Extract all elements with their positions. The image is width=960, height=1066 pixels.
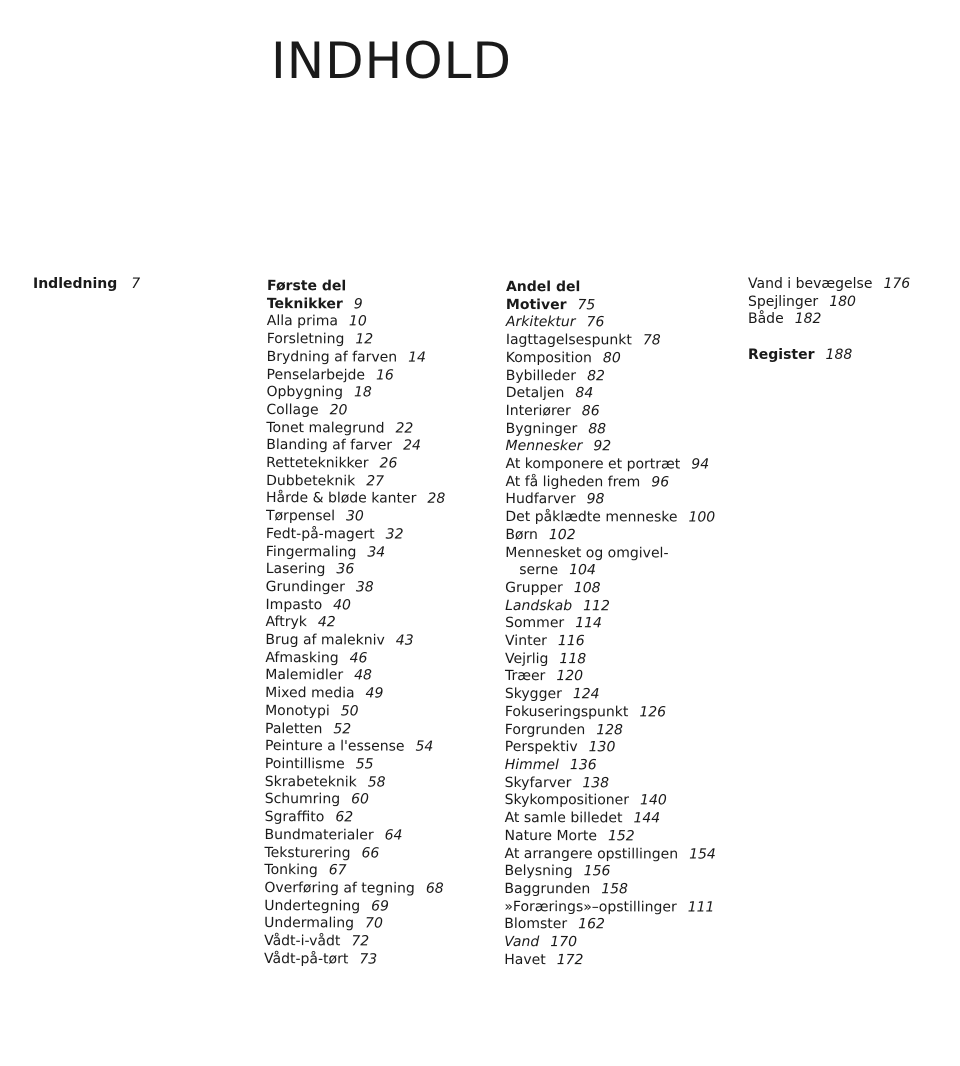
toc-entry xyxy=(266,473,506,492)
toc-entry-title: Mennesker xyxy=(505,438,583,455)
toc-page-number: 32 xyxy=(385,526,404,543)
toc-entry xyxy=(265,756,505,775)
toc-entry xyxy=(266,455,506,474)
toc-entry xyxy=(505,509,745,527)
toc-entry-title: Paletten xyxy=(264,720,323,737)
toc-column-introduction xyxy=(33,276,140,294)
toc-page-number: 80 xyxy=(602,350,621,367)
toc-page-number: 140 xyxy=(640,792,667,809)
toc-page-number: 188 xyxy=(825,346,853,363)
toc-page-number: 130 xyxy=(588,739,616,756)
toc-column-continued xyxy=(748,276,948,365)
toc-page-number: 68 xyxy=(425,880,444,897)
toc-entry-title: Motiver xyxy=(505,296,567,313)
toc-page-number: 54 xyxy=(415,738,434,756)
toc-entry xyxy=(506,279,746,297)
toc-page-number: 76 xyxy=(586,314,605,331)
toc-entry xyxy=(264,933,504,952)
toc-entry xyxy=(504,916,744,934)
toc-entry xyxy=(265,721,505,740)
toc-page-number: 126 xyxy=(639,704,667,721)
toc-entry-title: Sommer xyxy=(505,615,565,632)
toc-page-number: 18 xyxy=(353,384,372,401)
toc-page-number: 20 xyxy=(329,402,348,419)
toc-entry xyxy=(265,667,505,686)
toc-page-number: 40 xyxy=(333,596,352,614)
toc-entry xyxy=(505,792,745,810)
toc-page-number: 120 xyxy=(556,668,584,685)
toc-entry xyxy=(506,314,746,332)
toc-entry-title: Skyfarver xyxy=(504,774,572,791)
toc-page-number: 116 xyxy=(557,633,585,650)
toc-entry xyxy=(505,775,745,793)
toc-entry-title: Aftryk xyxy=(265,614,307,631)
toc-entry-title: Afmasking xyxy=(265,649,339,667)
toc-entry-title: Baggrunden xyxy=(504,880,591,898)
toc-entry xyxy=(267,313,507,332)
toc-entry xyxy=(504,863,744,881)
toc-entry-title: Retteteknikker xyxy=(266,455,369,472)
toc-entry xyxy=(505,474,745,492)
toc-entry xyxy=(267,278,507,297)
toc-entry xyxy=(266,544,506,563)
toc-entry xyxy=(267,331,507,350)
toc-page-number: 84 xyxy=(575,385,594,402)
toc-page-number: 128 xyxy=(596,721,623,738)
toc-page-number: 104 xyxy=(569,562,596,579)
toc-page-number: 7 xyxy=(131,276,141,292)
toc-entry xyxy=(505,828,745,846)
toc-entry-title: Vejrlig xyxy=(504,650,549,667)
toc-entry xyxy=(506,297,746,315)
toc-entry-title: Skykompositioner xyxy=(504,792,630,809)
toc-page-number: 43 xyxy=(395,632,414,649)
toc-entry xyxy=(265,809,505,828)
toc-page-number: 34 xyxy=(367,543,386,561)
toc-entry-title: Overføring af tegning xyxy=(264,879,415,897)
toc-entry-title: Fingermaling xyxy=(265,543,357,560)
toc-entry-title: Brydning af farven xyxy=(266,348,398,366)
toc-entry-title: Hudfarver xyxy=(505,491,576,508)
toc-page-number: 176 xyxy=(883,276,911,292)
toc-entry xyxy=(505,580,745,598)
toc-page-number: 49 xyxy=(365,685,384,702)
toc-entry-title: Komposition xyxy=(505,349,592,367)
toc-entry xyxy=(266,384,506,403)
toc-entry-title: Opbygning xyxy=(266,384,344,401)
toc-page-number: 72 xyxy=(351,933,370,950)
toc-page-number: 28 xyxy=(427,491,446,508)
toc-entry xyxy=(505,633,745,651)
toc-entry xyxy=(748,311,948,329)
toc-entry xyxy=(264,951,504,970)
toc-entry xyxy=(505,668,745,686)
toc-entry xyxy=(505,704,745,722)
toc-entry xyxy=(265,703,505,722)
toc-entry xyxy=(267,349,507,368)
toc-column-motifs xyxy=(504,279,746,970)
toc-page-number: 108 xyxy=(573,580,601,597)
toc-entry-title: Grupper xyxy=(505,579,563,597)
toc-page-number: 112 xyxy=(583,597,610,614)
toc-entry-title: Schumring xyxy=(264,791,341,808)
toc-entry-title: Belysning xyxy=(504,863,573,880)
toc-page-number: 58 xyxy=(367,774,386,791)
toc-entry-title: Det påklædte menneske xyxy=(505,509,678,526)
toc-entry xyxy=(264,898,504,917)
toc-entry-title: Vådt-på-tørt xyxy=(263,950,349,968)
toc-entry-title: Dubbeteknik xyxy=(266,472,356,490)
toc-entry-title: serne xyxy=(519,562,559,579)
toc-entry xyxy=(505,598,745,616)
toc-page-number: 36 xyxy=(336,561,355,578)
toc-entry xyxy=(265,774,505,793)
toc-page-number: 55 xyxy=(355,756,374,773)
toc-entry-title: Børn xyxy=(505,526,538,543)
toc-page-number: 62 xyxy=(335,809,354,826)
toc-entry xyxy=(506,403,746,421)
toc-page-number: 66 xyxy=(361,844,380,861)
page-title: INDHOLD xyxy=(271,32,512,90)
toc-entry xyxy=(265,685,505,704)
toc-page-number: 182 xyxy=(794,311,822,328)
toc-page-number: 38 xyxy=(355,579,374,596)
toc-page-number: 67 xyxy=(328,862,347,879)
toc-entry xyxy=(265,614,505,633)
toc-entry-title: Blanding af farver xyxy=(266,437,393,454)
toc-page-number: 75 xyxy=(577,296,596,313)
toc-entry xyxy=(505,615,745,633)
toc-entry xyxy=(264,880,504,899)
toc-page-number: 12 xyxy=(355,331,374,348)
toc-entry xyxy=(506,438,746,456)
toc-entry-title: Spejlinger xyxy=(748,293,819,310)
toc-entry-title: Impasto xyxy=(265,596,323,613)
toc-entry-title: Både xyxy=(748,311,784,328)
toc-entry xyxy=(266,561,506,580)
toc-page-number: 88 xyxy=(588,420,607,437)
toc-page-number: 50 xyxy=(340,703,359,720)
toc-entry-title: Penselarbejde xyxy=(266,366,366,383)
toc-entry xyxy=(266,420,506,439)
toc-entry-title: Tonet malegrund xyxy=(266,419,385,437)
toc-entry-title: At få ligheden frem xyxy=(505,473,641,491)
toc-entry-title: Forgrunden xyxy=(504,721,586,738)
toc-entry xyxy=(506,332,746,350)
toc-entry-title: Collage xyxy=(266,401,319,419)
toc-page-number: 152 xyxy=(607,828,635,845)
toc-entry xyxy=(265,738,505,757)
toc-entry xyxy=(266,402,506,421)
toc-page-number: 172 xyxy=(556,951,584,968)
toc-entry-title: Sgraffito xyxy=(264,809,325,826)
toc-page-number: 14 xyxy=(408,349,427,366)
toc-entry-title: Teknikker xyxy=(266,295,343,313)
toc-entry-title: Monotypi xyxy=(265,702,330,720)
toc-page-number: 170 xyxy=(550,934,578,951)
toc-entry xyxy=(267,367,507,386)
toc-entry xyxy=(504,881,744,899)
toc-entry xyxy=(266,597,506,616)
toc-entry-title: Hårde & bløde kanter xyxy=(266,490,417,508)
toc-entry-title: Pointillisme xyxy=(264,755,345,773)
toc-entry xyxy=(266,508,506,527)
toc-entry-title: At arrangere opstillingen xyxy=(504,845,679,862)
toc-page-number: 102 xyxy=(548,526,576,544)
toc-page-number: 24 xyxy=(403,437,421,455)
toc-entry-title: Malemidler xyxy=(265,667,344,684)
toc-page-number: 42 xyxy=(317,614,336,631)
toc-page-number: 78 xyxy=(642,332,661,349)
toc-entry xyxy=(505,491,745,509)
toc-entry-title: Vådt-i-vådt xyxy=(264,933,341,950)
toc-entry xyxy=(265,650,505,669)
toc-entry-title: Detaljen xyxy=(505,385,565,402)
toc-entry xyxy=(266,490,506,509)
toc-page-number: 118 xyxy=(559,650,587,667)
toc-entry-title: Træer xyxy=(504,668,546,685)
toc-page-number: 100 xyxy=(688,509,716,526)
toc-entry xyxy=(33,276,140,294)
toc-page-number: 124 xyxy=(572,686,600,703)
toc-entry-title: Fokuseringspunkt xyxy=(504,703,629,721)
toc-page-number: 94 xyxy=(691,456,710,473)
toc-page-number: 27 xyxy=(366,473,385,490)
toc-entry-title: Tørpensel xyxy=(265,508,336,525)
toc-page-number: 114 xyxy=(575,615,602,632)
toc-entry xyxy=(505,722,745,740)
toc-entry-title: Grundinger xyxy=(265,578,345,596)
toc-entry-title: Skrabeteknik xyxy=(264,773,357,791)
toc-entry xyxy=(265,632,505,651)
toc-entry xyxy=(267,296,507,315)
toc-entry-title: Arkitektur xyxy=(505,314,576,331)
toc-page-number: 111 xyxy=(687,899,715,916)
toc-page-number: 60 xyxy=(351,791,369,808)
toc-entry xyxy=(506,368,746,386)
toc-entry xyxy=(505,456,745,474)
toc-entry xyxy=(505,757,745,775)
toc-column-techniques xyxy=(264,278,507,969)
toc-entry xyxy=(748,294,948,312)
toc-entry-title: Landskab xyxy=(505,597,573,614)
toc-page-number: 46 xyxy=(349,650,368,667)
toc-entry-title: Indledning xyxy=(33,276,118,292)
toc-entry-title: Himmel xyxy=(504,756,559,774)
toc-page-number: 26 xyxy=(379,455,398,472)
toc-entry xyxy=(506,385,746,403)
toc-page-number: 82 xyxy=(587,367,605,384)
toc-entry xyxy=(748,347,948,365)
toc-entry xyxy=(266,437,506,456)
toc-page-number: 144 xyxy=(633,810,661,827)
toc-entry-title: Fedt-på-magert xyxy=(265,525,375,543)
toc-page-number: 138 xyxy=(582,774,610,791)
toc-entry xyxy=(505,545,745,563)
toc-page-number: 136 xyxy=(569,757,597,774)
toc-page-number: 69 xyxy=(371,898,390,915)
toc-entry xyxy=(504,952,744,970)
toc-entry xyxy=(506,350,746,368)
toc-entry-title: Blomster xyxy=(504,916,568,933)
toc-entry xyxy=(505,651,745,669)
toc-entry-title: Vinter xyxy=(505,633,547,650)
toc-entry-title: Skygger xyxy=(504,686,562,703)
toc-entry-title: Teksturering xyxy=(264,844,351,861)
toc-page-number: 64 xyxy=(384,827,403,844)
toc-entry xyxy=(748,276,948,294)
toc-entry xyxy=(264,862,504,881)
toc-page-number: 73 xyxy=(359,951,378,968)
toc-entry-title: Forsletning xyxy=(266,331,345,348)
toc-entry-title: Undertegning xyxy=(264,897,361,915)
toc-entry-title: Interiører xyxy=(505,402,571,420)
toc-entry-title: At samle billedet xyxy=(504,810,623,827)
toc-page-number: 156 xyxy=(583,863,611,880)
toc-entry-title: Alla prima xyxy=(266,313,338,330)
toc-entry xyxy=(505,527,745,545)
toc-entry xyxy=(504,899,744,917)
toc-entry xyxy=(505,810,745,828)
toc-entry xyxy=(506,421,746,439)
toc-entry-title: Vand xyxy=(504,934,540,951)
toc-entry-title: Andel del xyxy=(505,279,581,296)
toc-page-number: 92 xyxy=(593,438,612,455)
toc-entry-title: Register xyxy=(748,346,815,363)
toc-entry xyxy=(266,526,506,545)
toc-page-number: 154 xyxy=(689,845,716,863)
toc-entry xyxy=(505,562,745,580)
toc-entry xyxy=(505,686,745,704)
toc-page-number: 30 xyxy=(345,508,364,525)
toc-page-number: 10 xyxy=(348,313,367,330)
toc-page-number: 48 xyxy=(354,667,372,684)
toc-entry-title: Bundmaterialer xyxy=(264,826,374,844)
toc-page-number: 70 xyxy=(365,915,383,932)
toc-entry-title: Nature Morte xyxy=(504,827,598,845)
toc-entry-title: Bybilleder xyxy=(505,367,577,384)
toc-page-number: 98 xyxy=(586,491,605,508)
toc-page-number: 9 xyxy=(353,296,363,313)
toc-entry-title: Undermaling xyxy=(264,915,355,932)
toc-entry-title: »Forærings»–opstillinger xyxy=(504,898,677,916)
toc-entry-title: Lasering xyxy=(265,561,326,578)
toc-entry xyxy=(265,827,505,846)
toc-entry-title: Vand i bevægelse xyxy=(748,276,873,292)
toc-page-number: 22 xyxy=(395,420,414,437)
toc-entry xyxy=(505,739,745,757)
toc-entry xyxy=(504,845,744,863)
toc-entry-title: Mennesket og omgivel- xyxy=(505,544,669,561)
toc-entry-title: Bygninger xyxy=(505,420,578,437)
toc-page-number: 86 xyxy=(581,403,600,420)
toc-page-number: 52 xyxy=(333,720,352,737)
toc-entry-title: Første del xyxy=(266,278,347,295)
toc-entry-title: Iagttagelsespunkt xyxy=(505,332,632,349)
toc-entry-title: Perspektiv xyxy=(504,739,578,756)
toc-page-number: 158 xyxy=(601,881,629,898)
toc-entry xyxy=(504,934,744,952)
toc-page-number: 96 xyxy=(651,474,670,491)
toc-page-number: 162 xyxy=(578,916,605,933)
toc-entry xyxy=(266,579,506,598)
toc-entry-title: Mixed media xyxy=(265,685,355,702)
toc-entry xyxy=(264,915,504,934)
toc-entry-title: Peinture a l'essense xyxy=(264,738,405,755)
toc-entry-title: Tonking xyxy=(264,862,318,879)
toc-entry-title: Havet xyxy=(504,951,546,968)
toc-entry-title: Brug af malekniv xyxy=(265,632,385,649)
toc-entry xyxy=(265,791,505,810)
toc-entry-title: At komponere et portræt xyxy=(505,456,681,473)
toc-entry xyxy=(264,844,504,863)
toc-page-number: 180 xyxy=(829,293,856,310)
toc-page-number: 16 xyxy=(375,366,394,384)
